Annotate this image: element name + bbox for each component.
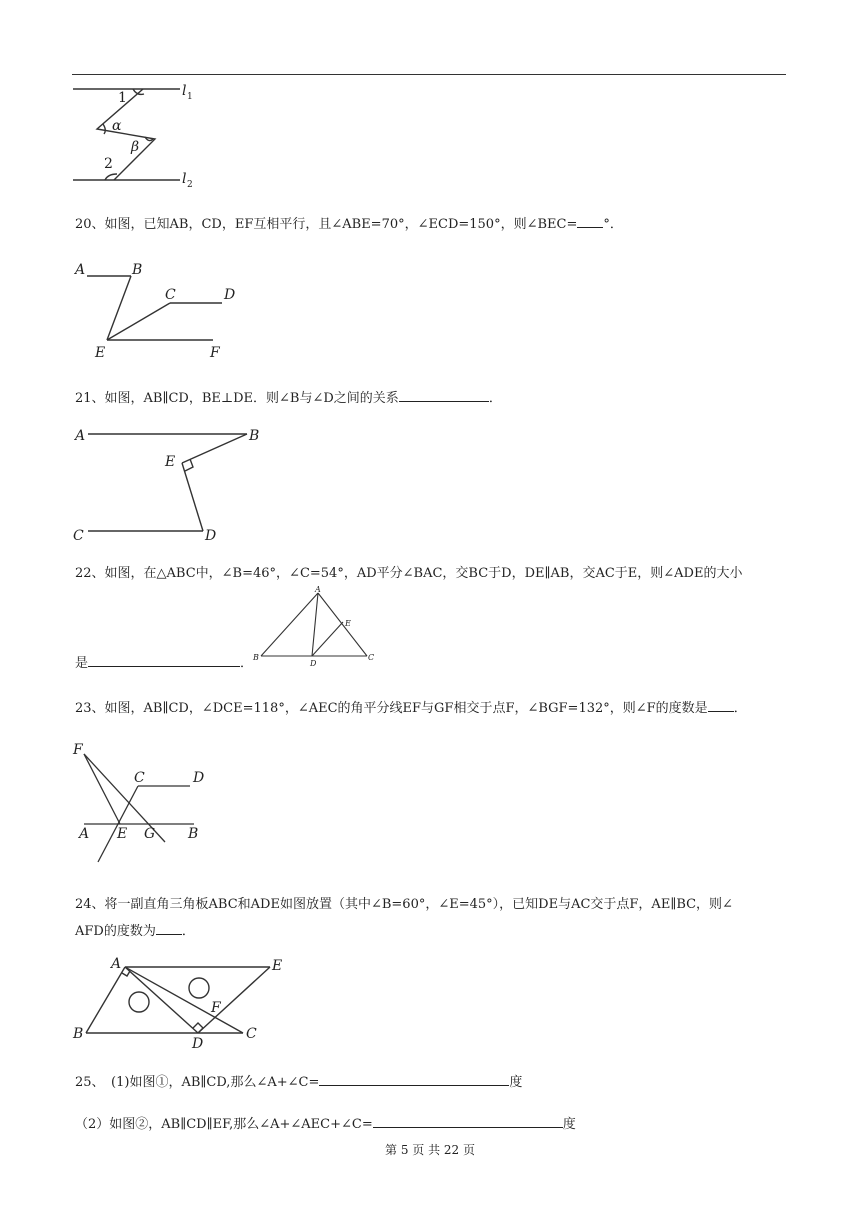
fig21-label-E: E [165,454,176,470]
q22-line2-text: 是 [75,656,89,671]
q21-question: 21、如图，AB∥CD，BE⊥DE．则∠B与∠D之间的关系 [75,391,399,406]
fig22-label-E: E [345,619,351,628]
q25-part1-tail: 度 [509,1075,523,1090]
q20-tail: °． [603,217,623,232]
fig24-label-E: E [272,958,283,974]
page-footer: 第 5 页 共 22 页 [385,1143,475,1157]
fig19-label-l: l [182,171,187,187]
fig23-label-F: F [73,742,83,758]
fig23-label-B: B [188,826,199,842]
fig22-label-C: C [368,653,375,662]
q25-part2-answer-blank[interactable] [373,1113,563,1128]
q23-tail: ． [733,701,747,716]
q20-question: 20、如图，已知AB，CD，EF互相平行，且∠ABE=70°，∠ECD=150°，则∠BEC= [75,217,578,232]
q25-part1-answer-blank[interactable] [319,1071,509,1086]
q24-tail: ． [181,924,195,939]
q25-part2-tail: 度 [562,1117,576,1132]
fig21-label-D: D [205,528,217,544]
fig24-label-D: D [192,1036,204,1052]
q24-question: 24、将一副直角三角板ABC和ADE如图放置（其中∠B=60°，∠E=45°），已知DE与AC交于点F，AE∥BC，则∠ [75,897,733,912]
fig23-label-D: D [193,770,205,786]
fig19-label-l: l [182,83,187,99]
fig20-label-C: C [165,287,176,303]
q23-question: 23、如图，AB∥CD，∠DCE=118°，∠AEC的角平分线EF与GF相交于点F，∠BGF=132°，则∠F的度数是 [75,701,708,716]
fig21-label-B: B [249,428,260,444]
q25-part1 [75,1071,522,1092]
fig24-label-B: B [73,1026,84,1042]
fig19-label-alpha: α [112,118,122,134]
fig23-label-G: G [144,826,156,842]
fig21-label-C: C [73,528,84,544]
fig20-label-A: A [75,262,86,278]
fig24-label-F: F [211,1000,221,1016]
fig22-label-D: D [310,659,317,668]
fig23-label-E: E [117,826,128,842]
fig19-label-1: 1 [118,90,127,106]
q22-tail: ． [240,656,254,671]
fig20-label-B: B [132,262,143,278]
fig21-label-A: A [75,428,86,444]
fig19-label-beta: β [131,139,140,155]
fig22-label-B: B [253,653,259,662]
q25-part1-text: 25、 (1)如图①，AB∥CD,那么∠A+∠C= [75,1075,320,1090]
fig22-label-A: A [315,585,321,594]
fig19-label-l-sub1: 1 [187,92,193,102]
fig19-label-2: 2 [104,156,113,172]
q22-question: 22、如图，在△ABC中，∠B=46°，∠C=54°，AD平分∠BAC，交BC于D，DE∥AB，交AC于E，则∠ADE的大小 [75,566,743,581]
fig20-label-E: E [95,345,106,361]
fig19-label-l-sub2: 2 [187,180,193,190]
q25-part2 [75,1113,576,1134]
q25-part2-text: （2）如图②，AB∥CD∥EF,那么∠A+∠AEC+∠C= [75,1117,373,1132]
fig23-label-C: C [134,770,145,786]
fig20-label-F: F [210,345,220,361]
q21-tail: ． [488,391,502,406]
fig23-label-A: A [79,826,90,842]
fig24-label-C: C [246,1026,257,1042]
fig20-label-D: D [224,287,236,303]
fig24-label-A: A [111,956,122,972]
q24-line2-text: AFD的度数为 [75,924,156,939]
